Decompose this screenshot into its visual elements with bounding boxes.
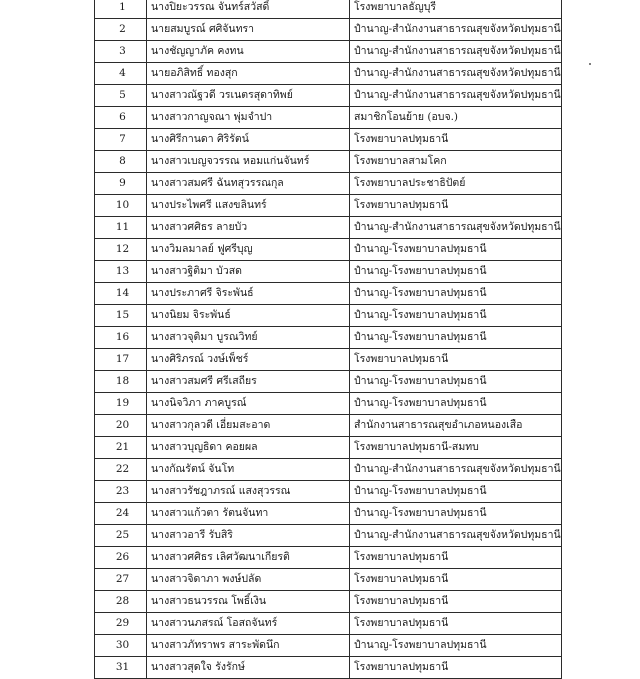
table-row bbox=[95, 327, 562, 349]
member-organization: โรงพยาบาลปทุมธานี bbox=[350, 547, 562, 569]
member-organization: โรงพยาบาลสามโคก bbox=[350, 151, 562, 173]
member-name: นางกัณรัตน์ จันโท bbox=[147, 459, 350, 481]
table-row bbox=[95, 305, 562, 327]
row-number: 11 bbox=[95, 217, 147, 239]
member-name: นางประไพศรี แสงขลินทร์ bbox=[147, 195, 350, 217]
table-row bbox=[95, 129, 562, 151]
table-row bbox=[95, 195, 562, 217]
member-name: นางสาวฐิติมา บัวสด bbox=[147, 261, 350, 283]
table-row bbox=[95, 525, 562, 547]
member-name: นางสาวกุลวดี เอี่ยมสะอาด bbox=[147, 415, 350, 437]
member-name: นางสาวนภสรณ์ โอสถจันทร์ bbox=[147, 613, 350, 635]
member-roster-table bbox=[94, 0, 562, 679]
member-name: นางสาวอารี รับสิริ bbox=[147, 525, 350, 547]
row-number: 17 bbox=[95, 349, 147, 371]
member-organization: ปำนาญ-โรงพยาบาลปทุมธานี bbox=[350, 635, 562, 657]
table-row bbox=[95, 261, 562, 283]
row-number: 1 bbox=[95, 0, 147, 19]
table-row bbox=[95, 107, 562, 129]
member-name: นางปิยะวรรณ จันทร์สวัสดิ์ bbox=[147, 0, 350, 19]
member-organization: โรงพยาบาลปทุมธานี-สมทบ bbox=[350, 437, 562, 459]
row-number: 25 bbox=[95, 525, 147, 547]
member-organization: ปำนาญ-สำนักงานสาธารณสุขจังหวัดปทุมธานี bbox=[350, 85, 562, 107]
member-organization: สมาชิกโอนย้าย (อบจ.) bbox=[350, 107, 562, 129]
member-name: นายอภิสิทธิ์ ทองสุก bbox=[147, 63, 350, 85]
table-row bbox=[95, 437, 562, 459]
table-row bbox=[95, 459, 562, 481]
member-name: นางสาวสมศรี ศรีเสถียร bbox=[147, 371, 350, 393]
member-name: นางสาวสมศรี ฉันทสุวรรณกุล bbox=[147, 173, 350, 195]
member-organization: ปำนาญ-โรงพยาบาลปทุมธานี bbox=[350, 503, 562, 525]
member-name: นางสาวเบญจวรรณ หอมแก่นจันทร์ bbox=[147, 151, 350, 173]
table-row bbox=[95, 239, 562, 261]
row-number: 4 bbox=[95, 63, 147, 85]
member-organization: โรงพยาบาลธัญบุรี bbox=[350, 0, 562, 19]
row-number: 30 bbox=[95, 635, 147, 657]
row-number: 14 bbox=[95, 283, 147, 305]
table-row bbox=[95, 481, 562, 503]
table-row bbox=[95, 635, 562, 657]
row-number: 9 bbox=[95, 173, 147, 195]
table-row bbox=[95, 63, 562, 85]
member-organization: ปำนาญ-สำนักงานสาธารณสุขจังหวัดปทุมธานี bbox=[350, 525, 562, 547]
member-organization: ปำนาญ-โรงพยาบาลปทุมธานี bbox=[350, 327, 562, 349]
table-row bbox=[95, 41, 562, 63]
member-name: นางชัญญาภัค คงทน bbox=[147, 41, 350, 63]
member-name: นางศิรีกานดา ศิริรัตน์ bbox=[147, 129, 350, 151]
table-row bbox=[95, 613, 562, 635]
member-organization: ปำนาญ-โรงพยาบาลปทุมธานี bbox=[350, 261, 562, 283]
table-row bbox=[95, 0, 562, 19]
member-organization: ปำนาญ-สำนักงานสาธารณสุขจังหวัดปทุมธานี bbox=[350, 41, 562, 63]
row-number: 12 bbox=[95, 239, 147, 261]
member-name: นางประภาศรี จิระพันธ์ bbox=[147, 283, 350, 305]
row-number: 3 bbox=[95, 41, 147, 63]
row-number: 13 bbox=[95, 261, 147, 283]
member-name: นางสาวบุญธิดา คอยผล bbox=[147, 437, 350, 459]
row-number: 16 bbox=[95, 327, 147, 349]
row-number: 23 bbox=[95, 481, 147, 503]
table-row bbox=[95, 503, 562, 525]
member-organization: โรงพยาบาลปทุมธานี bbox=[350, 657, 562, 679]
row-number: 31 bbox=[95, 657, 147, 679]
member-organization: ปำนาญ-สำนักงานสาธารณสุขจังหวัดปทุมธานี bbox=[350, 459, 562, 481]
table-row bbox=[95, 371, 562, 393]
member-organization: ปำนาญ-โรงพยาบาลปทุมธานี bbox=[350, 283, 562, 305]
table-row bbox=[95, 569, 562, 591]
member-name: นางสาวภัทราพร สาระพัดนึก bbox=[147, 635, 350, 657]
row-number: 7 bbox=[95, 129, 147, 151]
row-number: 29 bbox=[95, 613, 147, 635]
table-row bbox=[95, 547, 562, 569]
member-name: นางสาวสุดใจ รังรักษ์ bbox=[147, 657, 350, 679]
row-number: 19 bbox=[95, 393, 147, 415]
member-organization: ปำนาญ-โรงพยาบาลปทุมธานี bbox=[350, 481, 562, 503]
scan-speck bbox=[589, 63, 591, 65]
row-number: 2 bbox=[95, 19, 147, 41]
row-number: 10 bbox=[95, 195, 147, 217]
table-row bbox=[95, 349, 562, 371]
member-name: นางสาวจุติมา บูรณวิทย์ bbox=[147, 327, 350, 349]
table-row bbox=[95, 415, 562, 437]
member-name: นางสาวศศิธร ลายบัว bbox=[147, 217, 350, 239]
member-name: นางสาวณัฐวดี วรเนตรสุดาทิพย์ bbox=[147, 85, 350, 107]
member-organization: ปำนาญ-สำนักงานสาธารณสุขจังหวัดปทุมธานี bbox=[350, 217, 562, 239]
member-name: นางวิมลมาลย์ ฟูศรีบุญ bbox=[147, 239, 350, 261]
table-row bbox=[95, 591, 562, 613]
member-organization: ปำนาญ-โรงพยาบาลปทุมธานี bbox=[350, 371, 562, 393]
member-organization: ปำนาญ-สำนักงานสาธารณสุขจังหวัดปทุมธานี bbox=[350, 19, 562, 41]
table-row bbox=[95, 19, 562, 41]
row-number: 22 bbox=[95, 459, 147, 481]
member-name: นางสาวศศิธร เลิศวัฒนาเกียรติ bbox=[147, 547, 350, 569]
member-name: นางนิจวิภา ภาคบูรณ์ bbox=[147, 393, 350, 415]
member-name: นางสาวกาญจณา พุ่มจำปา bbox=[147, 107, 350, 129]
member-organization: โรงพยาบาลปทุมธานี bbox=[350, 129, 562, 151]
member-organization: ปำนาญ-สำนักงานสาธารณสุขจังหวัดปทุมธานี bbox=[350, 63, 562, 85]
member-name: นางสาวรัชฎาภรณ์ แสงสุวรรณ bbox=[147, 481, 350, 503]
row-number: 20 bbox=[95, 415, 147, 437]
member-organization: โรงพยาบาลปทุมธานี bbox=[350, 591, 562, 613]
member-name: นางสาวธนวรรณ โพธิ์เงิน bbox=[147, 591, 350, 613]
member-organization: โรงพยาบาลปทุมธานี bbox=[350, 569, 562, 591]
table-row bbox=[95, 173, 562, 195]
row-number: 26 bbox=[95, 547, 147, 569]
row-number: 21 bbox=[95, 437, 147, 459]
member-name: นางสาวจิดาภา พงษ์ปลัด bbox=[147, 569, 350, 591]
member-name: นางสาวแก้วตา รัตนจันทา bbox=[147, 503, 350, 525]
roster-body bbox=[95, 0, 562, 679]
member-organization: สำนักงานสาธารณสุขอำเภอหนองเสือ bbox=[350, 415, 562, 437]
table-row bbox=[95, 217, 562, 239]
row-number: 24 bbox=[95, 503, 147, 525]
row-number: 18 bbox=[95, 371, 147, 393]
table-row bbox=[95, 283, 562, 305]
table-row bbox=[95, 393, 562, 415]
row-number: 8 bbox=[95, 151, 147, 173]
member-organization: โรงพยาบาลปทุมธานี bbox=[350, 195, 562, 217]
row-number: 27 bbox=[95, 569, 147, 591]
row-number: 15 bbox=[95, 305, 147, 327]
row-number: 5 bbox=[95, 85, 147, 107]
member-organization: โรงพยาบาลปทุมธานี bbox=[350, 349, 562, 371]
table-row bbox=[95, 657, 562, 679]
member-name: นายสมบูรณ์ ศศิจันทรา bbox=[147, 19, 350, 41]
table-row bbox=[95, 151, 562, 173]
member-organization: ปำนาญ-โรงพยาบาลปทุมธานี bbox=[350, 305, 562, 327]
member-organization: โรงพยาบาลปทุมธานี bbox=[350, 613, 562, 635]
member-organization: โรงพยาบาลประชาธิปัตย์ bbox=[350, 173, 562, 195]
member-name: นางนิยม จิระพันธ์ bbox=[147, 305, 350, 327]
row-number: 28 bbox=[95, 591, 147, 613]
member-name: นางศิริภรณ์ วงษ์เพ็ชร์ bbox=[147, 349, 350, 371]
member-organization: ปำนาญ-โรงพยาบาลปทุมธานี bbox=[350, 393, 562, 415]
member-organization: ปำนาญ-โรงพยาบาลปทุมธานี bbox=[350, 239, 562, 261]
row-number: 6 bbox=[95, 107, 147, 129]
table-row bbox=[95, 85, 562, 107]
